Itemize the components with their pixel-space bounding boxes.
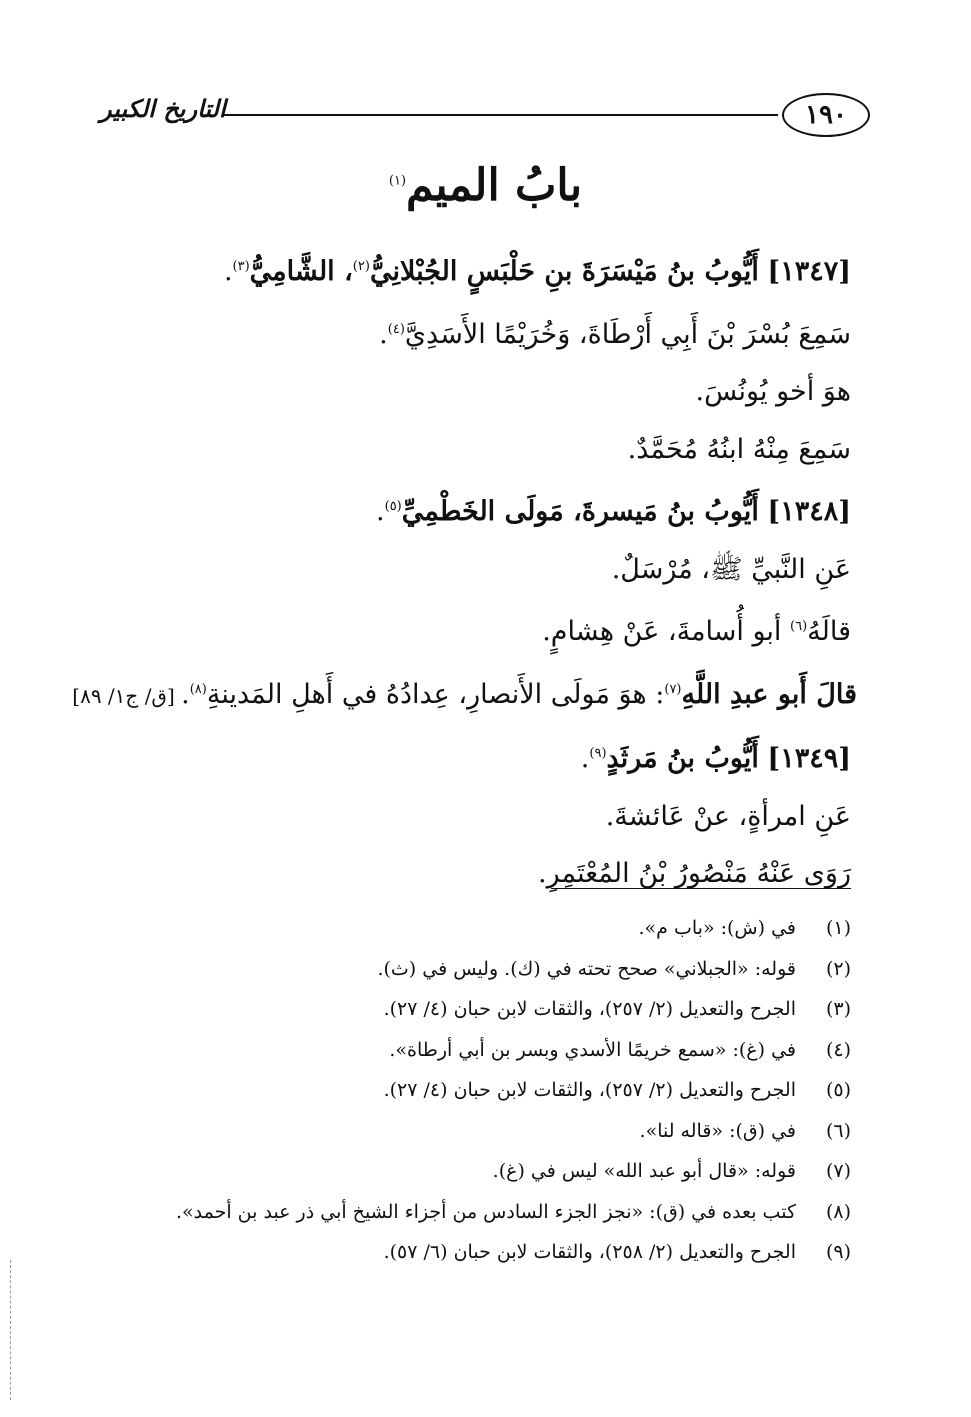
footnote-number: (٦) (825, 1119, 851, 1142)
narrator-nisba: ، الشَّامِيُّ (249, 256, 353, 287)
footnote-text: الجرح والتعديل (٢/ ٢٥٧)، والثقات لابن حبان (٤/ ٢٧). (383, 1079, 796, 1101)
footnote-ref: (٧) (664, 681, 682, 697)
text-line (111, 845, 851, 903)
line-text: رَوَى عَنْهُ مَنْصُورُ بْنُ المُعْتَمِرِ. (538, 858, 851, 889)
footnote-text: في (غ): «سمع خريمًا الأسدي وبسر بن أبي أرطاة». (389, 1038, 796, 1061)
entry-heading-1349 (111, 725, 851, 788)
book-title: التاريخ الكبير (100, 94, 226, 123)
footnote-text: في (ش): «باب م». (638, 917, 796, 939)
footnote-ref: (٨) (189, 681, 207, 697)
line-end: . (379, 318, 388, 350)
line-end: . (376, 496, 385, 527)
main-text (72, 238, 857, 903)
footnote-ref: (٣) (232, 259, 250, 274)
text-line (111, 541, 851, 599)
footnote-text: قوله: «قال أبو عبد الله» ليس في (غ). (492, 1160, 796, 1182)
footnote-text: الجرح والتعديل (٢/ ٢٥٨)، والثقات لابن حبان (٦/ ٥٧). (383, 1241, 796, 1263)
footnote (101, 1111, 851, 1152)
entry-number: [١٣٤٩] (767, 743, 851, 774)
footnote-ref: (٦) (790, 619, 808, 634)
entry-heading-1348 (111, 478, 851, 541)
line-text: سَمِعَ مِنْهُ ابنُهُ مُحَمَّدٌ. (627, 433, 851, 465)
footnote (101, 1070, 851, 1111)
text-line (111, 301, 851, 364)
footnote (101, 1151, 851, 1192)
footnote (101, 908, 851, 949)
footnote (101, 1192, 851, 1233)
chapter-heading (0, 160, 971, 211)
header-rule (222, 114, 778, 116)
footnote-number: (٥) (825, 1079, 851, 1101)
line-text: سَمِعَ بُسْرَ بْنَ أَبِي أَرْطَاةَ، وَخُرَيْمًا الأَسَدِيَّ (404, 318, 851, 350)
text-line (111, 598, 851, 661)
text-line (111, 421, 851, 479)
footnote-number: (٩) (825, 1241, 851, 1263)
text-line (72, 661, 857, 726)
footnote-number: (٣) (825, 998, 851, 1020)
scan-edge-marks (10, 1260, 13, 1400)
footnote-number: (٧) (825, 1160, 851, 1182)
page-header (100, 90, 860, 140)
line-text: هوَ أخو يُونُسَ. (695, 376, 851, 407)
entry-heading-1347 (111, 238, 851, 301)
line-text: عَنِ امرأةٍ، عنْ عَائشةَ. (605, 800, 851, 832)
chapter-title: بابُ الميم (406, 160, 583, 211)
footnotes (101, 908, 851, 1273)
author-quote-lead: قالَ أَبو عبدِ اللَّهِ (681, 678, 857, 710)
footnote-text: الجرح والتعديل (٢/ ٢٥٧)، والثقات لابن حبان (٤/ ٢٧). (383, 998, 796, 1020)
line-text: قالَهُ (807, 616, 851, 647)
footnote-ref: (٢) (352, 259, 370, 274)
footnote-text: في (ق): «قاله لنا». (639, 1119, 796, 1142)
line-text: عَنِ النَّبيِّ ﷺ، مُرْسَلٌ. (611, 553, 851, 585)
line-end: . (181, 678, 190, 710)
footnote-number: (٤) (825, 1038, 851, 1061)
footnote-ref: (٩) (589, 746, 607, 761)
footnote-separator (551, 888, 851, 889)
line-end: . (223, 256, 233, 287)
footnote (101, 1030, 851, 1071)
footnote (101, 989, 851, 1030)
footnote-ref: (٥) (384, 499, 402, 514)
line-text: : هوَ مَولَى الأَنصارِ، عِدادُهُ في أَهلِ المَدينةِ (206, 678, 665, 710)
line-end: . (580, 743, 590, 774)
narrator-name: أَيُّوبُ بنُ مَرثَدٍ (606, 743, 759, 774)
footnote-text: قوله: «الجبلاني» صحح تحته في (ك). وليس في (ث). (377, 957, 796, 980)
entry-number: [١٣٤٧] (767, 256, 851, 287)
text-line (111, 363, 851, 421)
footnote-ref: (٤) (387, 321, 405, 337)
narrator-name: أَيُّوبُ بنُ مَيْسَرَةَ بنِ حَلْبَسٍ الجُبْلانِيُّ (369, 256, 759, 287)
footnote-number: (٨) (825, 1200, 851, 1223)
footnote-number: (١) (825, 917, 851, 939)
manuscript-ref: [ق/ ج١/ ٨٩] (72, 683, 182, 708)
page-number: ١٩٠ (782, 93, 870, 137)
footnote-ref: (١) (388, 173, 407, 189)
footnote-text: كتب بعده في (ق): «نجز الجزء السادس من أجزاء الشيخ أبي ذر عبد بن أحمد». (176, 1200, 796, 1223)
line-rest: أبو أُسامةَ، عَنْ هِشامٍ. (542, 616, 791, 647)
footnote (101, 1232, 851, 1273)
footnote-number: (٢) (825, 957, 851, 980)
footnote (101, 949, 851, 990)
entry-number: [١٣٤٨] (767, 496, 851, 527)
narrator-name: أَيُّوبُ بنُ مَيسرةَ، مَولَى الخَطْمِيِّ (401, 496, 759, 527)
text-line (111, 788, 851, 846)
